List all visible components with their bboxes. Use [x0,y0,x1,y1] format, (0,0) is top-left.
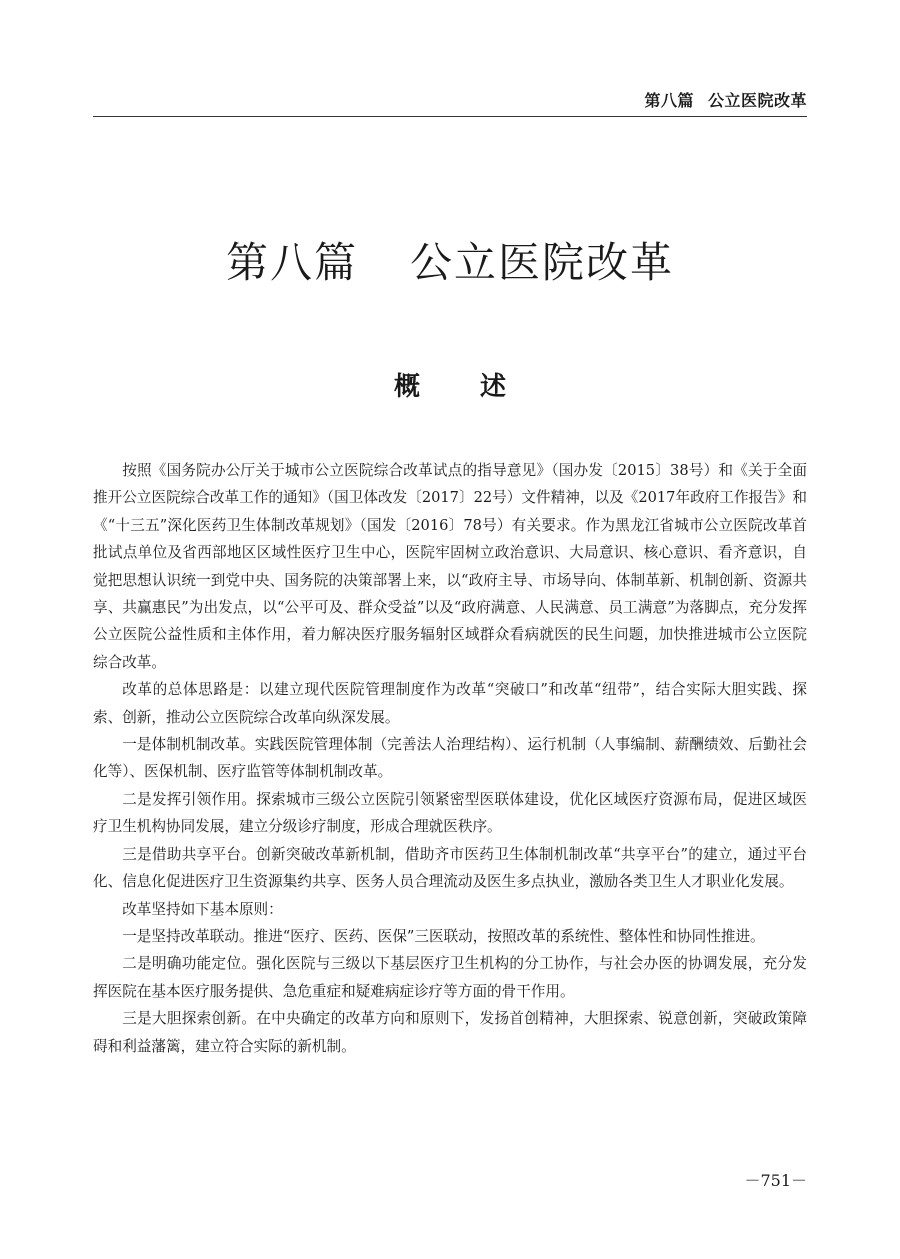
paragraph: 改革坚持如下基本原则： [122,900,283,918]
paragraph: 三是借助共享平台。创新突破改革新机制，借助齐市医药卫生体制机制改革“共享平台”的建立，通过平台化、信息化促进医疗卫生资源集约共享、医务人员合理流动及医生多点执业，激励各类卫生人才职业化发展。 [93,845,807,891]
page-number: －751－ [744,1171,807,1190]
paragraph: 三是大胆探索创新。在中央确定的改革方向和原则下，发扬首创精神，大胆探索、锐意创新，突破政策障碍和利益藩篱，建立符合实际的新机制。 [93,1010,807,1055]
paragraph: 改革的总体思路是：以建立现代医院管理制度作为改革“突破口”和改革“纽带”，结合实际大胆实践、探索、创新，推动公立医院综合改革向纵深发展。 [93,681,807,726]
section-title: 概述 [393,372,566,402]
header-rule [93,116,807,117]
part-title [0,230,900,290]
running-header-title: 公立医院改革 [707,91,807,110]
paragraph: 一是坚持改革联动。推进“医疗、医药、医保”三医联动，按照改革的系统性、整体性和协同性推进。 [122,927,765,945]
paragraph: 二是明确功能定位。强化医院与三级以下基层医疗卫生机构的分工协作，与社会办医的协调发展，充分发挥医院在基本医疗服务提供、急危重症和疑难病症诊疗等方面的骨干作用。 [93,955,807,1000]
paragraph: 一是体制机制改革。实践医院管理体制（完善法人治理结构）、运行机制（人事编制、薪酬绩效、后勤社会化等）、医保机制、医疗监管等体制机制改革。 [93,736,807,781]
running-header-part: 第八篇 [644,91,694,110]
part-title-text: 公立医院改革 [410,238,675,287]
running-header [93,88,807,111]
body-text [93,457,807,1060]
paragraph: 按照《国务院办公厅关于城市公立医院综合改革试点的指导意见》（国办发〔2015〕38号）和《关于全面推开公立医院综合改革工作的通知》（国卫体改发〔2017〕22号）文件精神，以及《2017年政府工作报告》和《“十三五”深化医药卫生体制改革规划》（国发〔2016〕78号）有关要求。作为黑龙江省城市公立医院改革首批试点单位及省西部地区区域性医疗卫生中心，医院牢固树立政治意识、大局意识、核心意识、看齐意识，自觉把思想认识统一到党中央、国务院的决策部署上来，以“政府主导、市场导向、体制革新、机制创新、资源共享、共赢惠民”为出发点，以“公平可及、群众受益”以及“政府满意、人民满意、员工满意”为落脚点，充分发挥公立医院公益性质和主体作用，着力解决医疗服务辐射区域群众看病就医的民生问题，加快推进城市公立医院综合改革。 [93,462,807,671]
paragraph: 二是发挥引领作用。探索城市三级公立医院引领紧密型医联体建设，优化区域医疗资源布局，促进区域医疗卫生机构协同发展，建立分级诊疗制度，形成合理就医秩序。 [93,790,807,836]
part-title-number: 第八篇 [225,238,358,287]
